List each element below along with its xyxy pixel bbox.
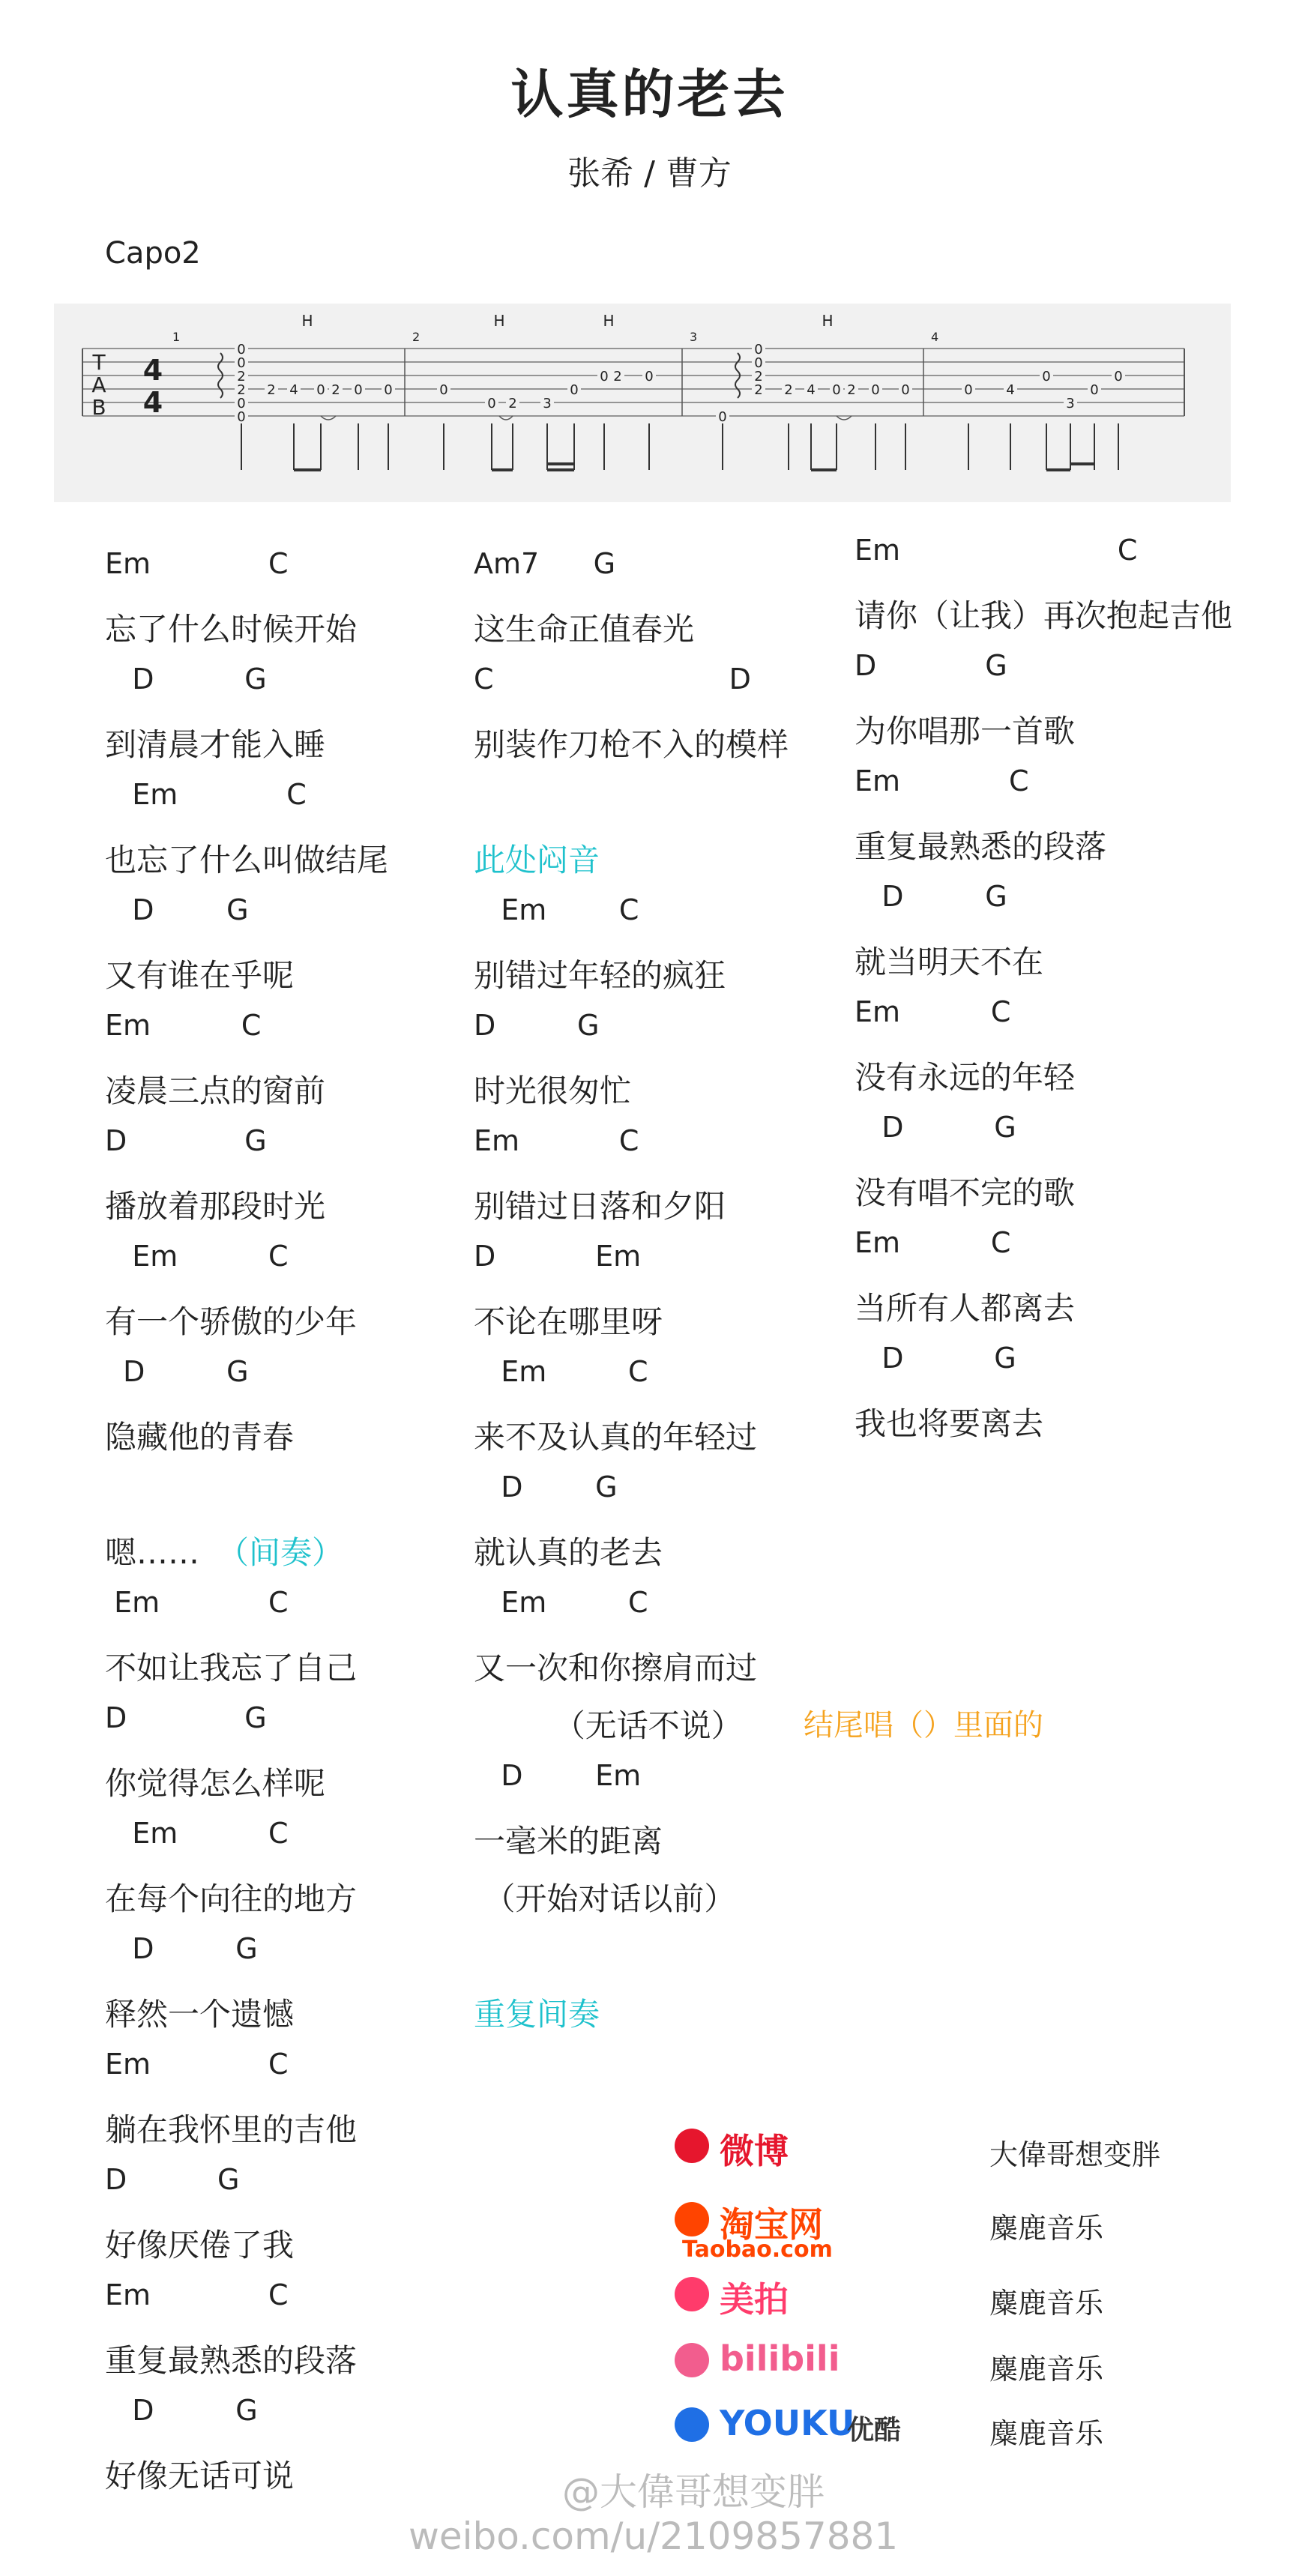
fret-number: 2 — [237, 382, 246, 398]
chord-line: Am7 G — [474, 547, 616, 580]
chord-line: D G — [105, 1124, 267, 1157]
fret-number: 3 — [1066, 396, 1075, 411]
watermark-url: weibo.com/u/2109857881 — [409, 2515, 899, 2558]
platform-logo-icon — [675, 2129, 709, 2163]
fret-number: 0 — [316, 382, 325, 398]
fret-number: 2 — [754, 369, 763, 384]
fret-number: 2 — [267, 382, 276, 398]
lyric-line: 别错过年轻的疯狂 — [474, 957, 726, 994]
artist-names: 张希 / 曹方 — [567, 154, 732, 193]
section-tag: 结尾唱（）里面的 — [804, 1708, 1043, 1743]
measure-number: 1 — [172, 330, 181, 344]
chord-line: D G — [105, 1701, 267, 1734]
tab-clef-letter: B — [91, 395, 106, 420]
section-note: 此处闷音 — [474, 842, 600, 878]
chord-line: D G — [855, 649, 1007, 682]
lyric-line: （开始对话以前） — [474, 1880, 736, 1917]
chord-line: D G — [105, 2394, 258, 2427]
lyric-line: 播放着那段时光 — [105, 1188, 326, 1225]
fret-number: 2 — [784, 382, 793, 398]
lyric-line: （无话不说） 结尾唱（）里面的 — [474, 1701, 743, 1746]
chord-line: Em C — [105, 547, 289, 580]
credit-row — [660, 2400, 1259, 2460]
platform-name: YOUKU — [720, 2403, 855, 2443]
section-note: 重复间奏 — [474, 1996, 600, 2033]
fret-number: 0 — [1042, 369, 1051, 384]
chord-line: Em C — [105, 778, 307, 811]
chord-line: D G — [474, 1471, 618, 1503]
time-signature-top: 4 — [142, 354, 163, 387]
platform-name: 微博 — [720, 2131, 789, 2171]
platform-name: 淘宝网 — [720, 2204, 823, 2245]
lyric-line: 躺在我怀里的吉他 — [105, 2111, 358, 2148]
fret-number: 4 — [1006, 382, 1015, 398]
fret-number: 0 — [237, 409, 246, 425]
chord-line: C D — [474, 663, 751, 696]
lyric-line: 又有谁在乎呢 — [105, 957, 295, 994]
fret-number: 0 — [718, 409, 727, 425]
fret-number: 0 — [354, 382, 363, 398]
lyric-line: 一毫米的距离 — [474, 1823, 663, 1859]
tablature-panel — [54, 304, 1231, 502]
measure-number: 3 — [690, 330, 698, 344]
chord-line: D Em — [474, 1759, 642, 1792]
hammer-on-mark: H — [493, 312, 505, 330]
platform-logo-icon — [675, 2343, 709, 2377]
credit-row — [660, 2121, 1259, 2181]
capo-label: Capo2 — [105, 236, 201, 271]
platform-logo-icon — [675, 2407, 709, 2442]
chord-line: Em C — [105, 1240, 289, 1273]
tablature-staff — [54, 304, 1231, 502]
lyric-line: 为你唱那一首歌 — [855, 713, 1076, 749]
chord-line: Em C — [105, 1586, 289, 1619]
account-name: 麋鹿音乐 — [989, 2212, 1104, 2245]
chord-line: Em C — [105, 2278, 289, 2311]
chord-line: Em C — [474, 1586, 648, 1619]
fret-number: 2 — [754, 382, 763, 398]
fret-number: 0 — [645, 369, 654, 384]
lyric-line: 凌晨三点的窗前 — [105, 1073, 326, 1109]
platform-name: bilibili — [720, 2338, 840, 2379]
fret-number: 4 — [807, 382, 816, 398]
lyric-line: 忘了什么时候开始 — [105, 611, 358, 648]
platform-name: 美拍 — [720, 2279, 789, 2320]
lyric-line: 在每个向往的地方 — [105, 1880, 358, 1917]
lyric-line: 没有永远的年轻 — [855, 1059, 1076, 1096]
account-name: 麋鹿音乐 — [989, 2417, 1104, 2450]
lyric-line: 到清晨才能入睡 — [105, 726, 326, 763]
lyric-line: 不如让我忘了自己 — [105, 1650, 358, 1686]
chord-line: D G — [105, 1932, 258, 1965]
tab-clef-letter: T — [92, 350, 106, 375]
fret-number: 0 — [439, 382, 448, 398]
lyric-line: 有一个骄傲的少年 — [105, 1303, 358, 1340]
hammer-on-mark: H — [301, 312, 313, 330]
fret-number: 4 — [289, 382, 298, 398]
lyric-line: 不论在哪里呀 — [474, 1303, 663, 1340]
lyric-line: 又一次和你擦肩而过 — [474, 1650, 758, 1686]
chord-line: D G — [105, 1355, 249, 1388]
chord-line: Em C — [855, 534, 1138, 567]
lyric-line: 时光很匆忙 — [474, 1073, 632, 1109]
lyric-line: 请你（让我）再次抱起吉他 — [855, 597, 1233, 634]
chord-line: Em C — [474, 1355, 648, 1388]
fret-number: 3 — [543, 396, 552, 411]
fret-number: 2 — [331, 382, 340, 398]
platform-logo-icon — [675, 2277, 709, 2311]
fret-number: 0 — [1090, 382, 1099, 398]
fret-number: 2 — [847, 382, 856, 398]
chord-line: Em C — [105, 1817, 289, 1850]
lyric-line: 我也将要离去 — [855, 1405, 1044, 1442]
tab-clef-letter: A — [91, 372, 106, 397]
lyric-line: 重复最熟悉的段落 — [855, 828, 1107, 865]
measure-number: 4 — [931, 330, 939, 344]
credit-row — [660, 2335, 1259, 2395]
lyric-line: 没有唱不完的歌 — [855, 1174, 1076, 1211]
lyric-line: 这生命正值春光 — [474, 611, 695, 648]
account-name: 麋鹿音乐 — [989, 2287, 1104, 2320]
fret-number: 0 — [1114, 369, 1123, 384]
chord-line: D G — [855, 880, 1007, 913]
credit-row — [660, 2269, 1259, 2329]
fret-number: 0 — [237, 355, 246, 371]
fret-number: 0 — [832, 382, 841, 398]
fret-number: 0 — [871, 382, 880, 398]
lyric-line: 好像厌倦了我 — [105, 2227, 295, 2263]
chord-line: Em C — [105, 1009, 262, 1042]
fret-number: 0 — [600, 369, 609, 384]
fret-number: 0 — [754, 355, 763, 371]
credits-block — [660, 2121, 1259, 2450]
fret-number: 2 — [613, 369, 622, 384]
chord-line: Em C — [105, 2048, 289, 2081]
lyric-line: 好像无话可说 — [105, 2458, 295, 2494]
account-name: 大偉哥想变胖 — [989, 2138, 1161, 2171]
fret-number: 0 — [487, 396, 496, 411]
chord-line: D Em — [474, 1240, 642, 1273]
chord-line: Em C — [855, 1226, 1011, 1259]
chord-line: Em C — [855, 995, 1011, 1028]
platform-logo-icon — [675, 2202, 709, 2236]
chord-line: D G — [474, 1009, 600, 1042]
account-name: 麋鹿音乐 — [989, 2353, 1104, 2386]
time-signature-bottom: 4 — [142, 386, 163, 419]
lyric-line: 重复最熟悉的段落 — [105, 2342, 358, 2379]
lyric-line: 隐藏他的青春 — [105, 1419, 295, 1456]
chord-line: D G — [855, 1111, 1016, 1144]
fret-number: 2 — [237, 369, 246, 384]
lyric-line: 你觉得怎么样呢 — [105, 1765, 326, 1802]
fret-number: 0 — [754, 342, 763, 358]
hammer-on-mark: H — [603, 312, 615, 330]
fret-number: 0 — [384, 382, 393, 398]
credit-row — [660, 2195, 1259, 2263]
lyric-line: 别装作刀枪不入的模样 — [474, 726, 789, 763]
chord-line: D G — [105, 663, 267, 696]
fret-number: 0 — [237, 396, 246, 411]
chord-line: D G — [105, 2163, 240, 2196]
lyric-line: 嗯…… （间奏） — [105, 1528, 199, 1573]
lyric-line: 也忘了什么叫做结尾 — [105, 842, 389, 878]
lyric-line: 当所有人都离去 — [855, 1290, 1076, 1327]
fret-number: 0 — [570, 382, 579, 398]
lyric-line: 就当明天不在 — [855, 944, 1044, 980]
lyric-line: 来不及认真的年轻过 — [474, 1419, 758, 1456]
lyric-line: 释然一个遗憾 — [105, 1996, 295, 2033]
lyric-line: 别错过日落和夕阳 — [474, 1188, 726, 1225]
measure-number: 2 — [412, 330, 421, 344]
platform-subtitle: 优酷 — [847, 2415, 902, 2446]
fret-number: 0 — [964, 382, 973, 398]
chord-line: D G — [855, 1342, 1016, 1375]
watermark-handle: @大偉哥想变胖 — [562, 2470, 825, 2514]
chord-line: Em C — [474, 893, 639, 926]
hammer-on-mark: H — [822, 312, 834, 330]
fret-number: 0 — [237, 342, 246, 358]
lyric-line: 就认真的老去 — [474, 1534, 663, 1571]
chord-line: Em C — [855, 764, 1029, 797]
fret-number: 2 — [508, 396, 517, 411]
song-title: 认真的老去 — [510, 64, 789, 125]
chord-line: D G — [105, 893, 249, 926]
platform-subtitle: Taobao.com — [682, 2236, 833, 2263]
section-tag: （间奏） — [217, 1534, 344, 1571]
fret-number: 0 — [901, 382, 910, 398]
chord-line: Em C — [474, 1124, 639, 1157]
